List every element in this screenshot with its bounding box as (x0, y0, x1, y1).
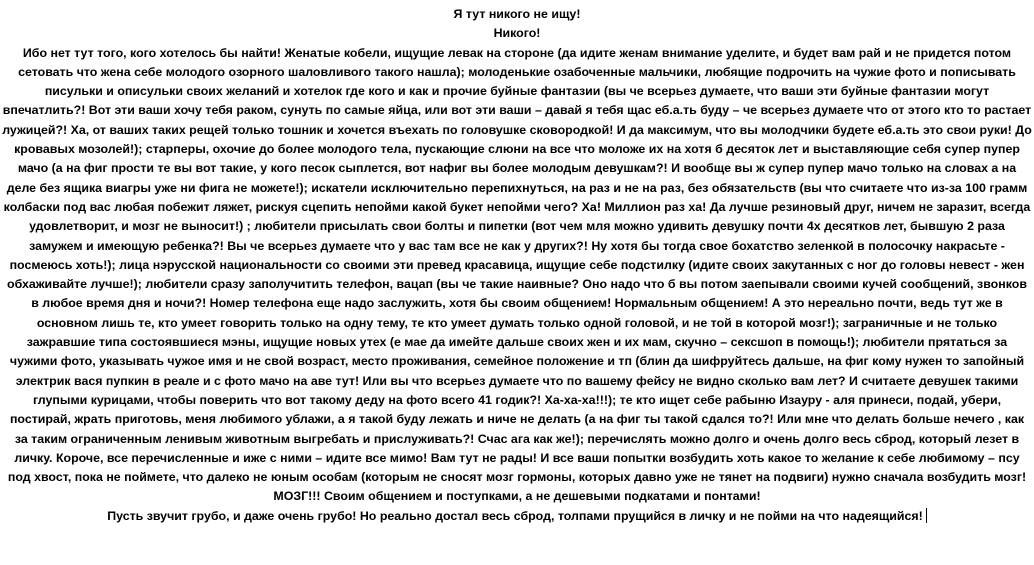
subtitle-line: Никого! (493, 26, 541, 41)
body-paragraph: Ибо нет тут того, кого хотелось бы найти! Женатые кобели, ищущие левак на стороне (да идите женам внимание уделите, и будет вам рай и не придется потом сетовать что жена себе молодого озорного шаловливого такого нашла); молоденькие озабоченные мальчики, любящие подрочить на чужие фото и пописывать писульки и описульки своих желаний и хотелок где кого и как и прочие буйные фантазии (вы че всерьез думаете, что ваши эти буйные фантазии могут впечатлить?! Вот эти ваши хочу тебя раком, сунуть по самые яйца, или вот эти ваши – давай я тебя щас еб.а.ть буду – че всерьез думаете что от этого кто то растает лужицей?! Ха, от ваших таких рещей только тошник и хочется въехать по головушке сковородкой! И да максимум, что вы молодчики будете еб.а.ть это свои руки! До кровавых мозолей!); старперы, охочие до более молодого тела, пускающие слюни на все что моложе их на хотя б десяток лет и выставляющие себя супер пупер мачо (а на фиг прости те вы вот такие, у кого песок сыплется, вот нафиг вы более молодым девушкам?! И вообще вы ж супер пупер мачо только на словах а на деле без ящика виагры уже ни фига не можете!); искатели исключительно перепихнуться, на раз и не на раз, без обязательств (вы что считаете что из-за 100 грамм колбаски под вас любая побежит ляжет, рискуя сцепить непойми какой букет непойми чего? Ха! Миллион раз ха! Да лучше резиновый друг, ничем не заразит, всегда удовлетворит, и мозг не выносит!) ; любители присылать свои болты и пипетки (вот чем мля можно удивить девушку почти 4х десятков лет, бывшую 2 раза замужем и имеющую ребенка?! Вы че всерьез думаете что у вас там все не как у других?! Ну хотя бы тогда свое бохатство зеленкой в полосочку накрасьте - посмеюсь хоть!); лица нэрусской национальности со своими эти превед красавица, ищущие себе подстилку (идите своих закутанных с ног до головы невест - жен обхаживайте лучше!); любители сразу заполучитить телефон, вацап (вы че такие наивные? Оно надо что б вы потом заепывали своими кучей сообщений, звонков в любое время дня и ночи?! Номер телефона еще надо заслужить, хотя бы своим общением! Нормальным общением! А это нереально почти, ведь тут же в основном лишь те, кто умеет говорить только на одну тему, те кто умеет думать только одной головой, и не той в которой мозг!); заграничные и не только зажравшие типа состоявшиеся мэны, ищущие новых утех (е мае да имейте дальше своих жен и их мам, скучно – сексшоп в помощь!); любители прятаться за чужими фото, указывать чужое имя и не свой возраст, место проживания, семейное положение и тп (блин да шифруйтесь дальше, на фиг кому нужен то запойный электрик вася пупкин в реале и с фото мачо на аве тут! Или вы что всерьез думаете что по вашему фейсу не видно сколько вам лет? И считаете девушек такими глупыми курицами, чтобы поверить что вот такому деду на фото всего 41 годик?! Ха-ха-ха!!!); те кто ищет себе рабыню Изауру - аля принеси, подай, убери, постирай, жрать приготовь, меня любимого ублажи, а я такой буду лежать и ниче не делать (а на фиг ты такой сдался то?! Или мне что делать больше нечего , как за таким ограниченным ленивым животным выгребать и прислуживать?! Счас ага как же!); перечислять можно долго и очень долго весь сброд, который лезет в личку. Короче, все перечисленные и иже с ними – идите все мимо! Вам тут не рады! И все ваши попытки возбудить хоть какое то желание к себе любимому – псу под хвост, пока не поймете, что далеко не юным особам (которым не сносят мозг гормоны, которых давно уже не тянет на подвиги) нужно сначала возбудить мозг! МОЗГ!!! Своим общением и поступками, а не дешевыми подкатами и понтами! (2, 45, 1032, 504)
text-cursor (926, 508, 927, 523)
closing-paragraph (2, 507, 1032, 526)
title-line: Я тут никого не ищу! (453, 7, 581, 21)
closing-text: Пусть звучит грубо, и даже очень грубо! Но реально достал весь сброд, толпами прущийся в личку и не пойми на что надеящийся! (107, 508, 923, 523)
